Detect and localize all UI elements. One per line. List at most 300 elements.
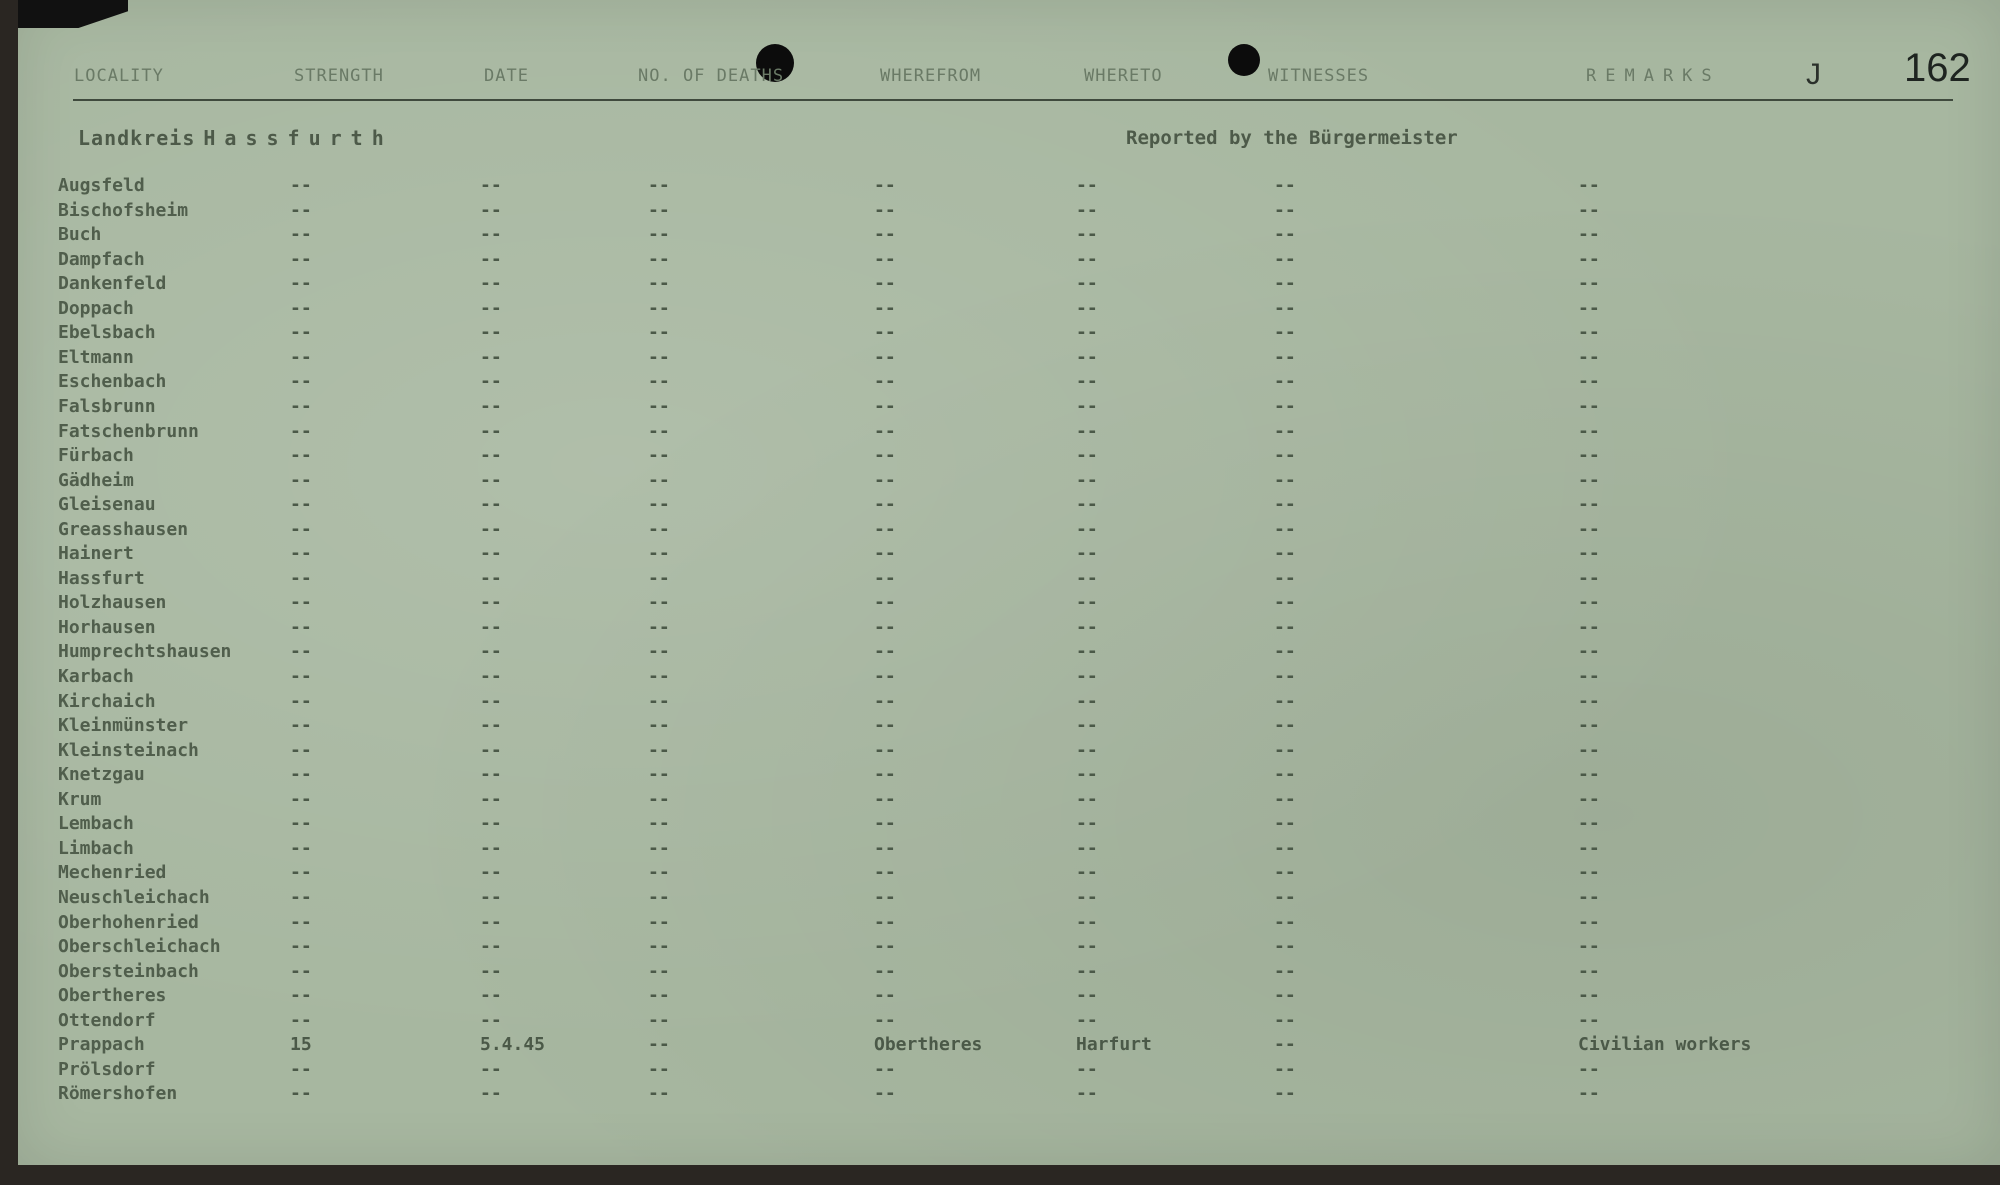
cell-remarks: --: [1578, 199, 1600, 221]
cell-wherefrom: --: [874, 297, 896, 319]
cell-whereto: --: [1076, 616, 1098, 638]
cell-date: --: [480, 371, 502, 393]
cell-witnesses: --: [1274, 445, 1296, 467]
cell-date: --: [480, 322, 502, 344]
cell-witnesses: --: [1274, 371, 1296, 393]
cell-remarks: --: [1578, 395, 1600, 417]
cell-wherefrom: --: [874, 985, 896, 1007]
cell-remarks: --: [1578, 960, 1600, 982]
table-row: [18, 200, 2000, 222]
cell-locality: Dampfach: [58, 248, 145, 270]
header-rule: [73, 99, 1953, 101]
table-row: [18, 666, 2000, 688]
cell-wherefrom: --: [874, 739, 896, 761]
cell-date: --: [480, 199, 502, 221]
cell-witnesses: --: [1274, 273, 1296, 295]
cell-remarks: --: [1578, 739, 1600, 761]
cell-remarks: --: [1578, 936, 1600, 958]
cell-date: --: [480, 1009, 502, 1031]
cell-locality: Prappach: [58, 1034, 145, 1056]
header-whereto: WHERETO: [1084, 66, 1163, 86]
cell-whereto: --: [1076, 788, 1098, 810]
cell-remarks: --: [1578, 715, 1600, 737]
punch-hole-right: [1228, 44, 1260, 76]
cell-wherefrom: --: [874, 273, 896, 295]
cell-whereto: --: [1076, 862, 1098, 884]
cell-strength: --: [290, 1058, 312, 1080]
table-row: [18, 421, 2000, 443]
cell-remarks: --: [1578, 690, 1600, 712]
cell-whereto: --: [1076, 297, 1098, 319]
table-row: [18, 789, 2000, 811]
table-row: [18, 543, 2000, 565]
cell-whereto: --: [1076, 469, 1098, 491]
cell-remarks: --: [1578, 837, 1600, 859]
cell-whereto: --: [1076, 592, 1098, 614]
table-row: [18, 371, 2000, 393]
cell-date: --: [480, 739, 502, 761]
cell-wherefrom: --: [874, 1009, 896, 1031]
table-row: [18, 715, 2000, 737]
table-row: [18, 985, 2000, 1007]
cell-remarks: --: [1578, 543, 1600, 565]
cell-date: --: [480, 224, 502, 246]
cell-remarks: --: [1578, 297, 1600, 319]
cell-deaths: --: [648, 862, 670, 884]
cell-whereto: --: [1076, 813, 1098, 835]
cell-date: --: [480, 445, 502, 467]
cell-witnesses: --: [1274, 886, 1296, 908]
cell-witnesses: --: [1274, 322, 1296, 344]
cell-date: --: [480, 813, 502, 835]
cell-strength: --: [290, 420, 312, 442]
cell-witnesses: --: [1274, 1083, 1296, 1105]
cell-wherefrom: --: [874, 788, 896, 810]
cell-deaths: --: [648, 248, 670, 270]
cell-witnesses: --: [1274, 346, 1296, 368]
cell-strength: --: [290, 739, 312, 761]
cell-remarks: --: [1578, 1009, 1600, 1031]
table-row: [18, 1059, 2000, 1081]
cell-remarks: --: [1578, 862, 1600, 884]
cell-locality: Gleisenau: [58, 494, 156, 516]
cell-wherefrom: --: [874, 248, 896, 270]
cell-locality: Falsbrunn: [58, 395, 156, 417]
cell-strength: --: [290, 371, 312, 393]
cell-remarks: --: [1578, 175, 1600, 196]
header-wherefrom: WHEREFROM: [880, 66, 982, 86]
cell-remarks: --: [1578, 224, 1600, 246]
cell-remarks: --: [1578, 469, 1600, 491]
cell-deaths: --: [648, 346, 670, 368]
cell-deaths: --: [648, 960, 670, 982]
cell-deaths: --: [648, 518, 670, 540]
cell-strength: --: [290, 567, 312, 589]
cell-whereto: --: [1076, 420, 1098, 442]
cell-locality: Knetzgau: [58, 764, 145, 786]
table-row: [18, 813, 2000, 835]
cell-wherefrom: --: [874, 592, 896, 614]
table-row: [18, 961, 2000, 983]
cell-wherefrom: --: [874, 862, 896, 884]
cell-wherefrom: Obertheres: [874, 1034, 983, 1056]
cell-remarks: --: [1578, 346, 1600, 368]
cell-date: --: [480, 469, 502, 491]
torn-corner: [18, 0, 128, 28]
cell-witnesses: --: [1274, 715, 1296, 737]
table-row: [18, 1010, 2000, 1032]
cell-locality: Hassfurt: [58, 567, 145, 589]
cell-date: --: [480, 764, 502, 786]
cell-deaths: --: [648, 813, 670, 835]
cell-strength: --: [290, 715, 312, 737]
cell-witnesses: --: [1274, 518, 1296, 540]
cell-whereto: --: [1076, 960, 1098, 982]
header-remarks: REMARKS: [1586, 66, 1721, 86]
cell-remarks: --: [1578, 322, 1600, 344]
table-row: [18, 592, 2000, 614]
cell-witnesses: --: [1274, 985, 1296, 1007]
cell-whereto: --: [1076, 248, 1098, 270]
cell-strength: --: [290, 297, 312, 319]
cell-locality: Humprechtshausen: [58, 641, 232, 663]
cell-deaths: --: [648, 371, 670, 393]
cell-date: --: [480, 788, 502, 810]
cell-date: --: [480, 592, 502, 614]
cell-date: --: [480, 543, 502, 565]
district-name: Hassfurth: [203, 126, 393, 150]
table-row: [18, 617, 2000, 639]
cell-deaths: --: [648, 715, 670, 737]
cell-locality: Neuschleichach: [58, 886, 210, 908]
cell-strength: --: [290, 911, 312, 933]
cell-witnesses: --: [1274, 199, 1296, 221]
cell-date: --: [480, 862, 502, 884]
cell-whereto: --: [1076, 886, 1098, 908]
cell-deaths: --: [648, 592, 670, 614]
cell-deaths: --: [648, 469, 670, 491]
cell-witnesses: --: [1274, 543, 1296, 565]
cell-remarks: --: [1578, 371, 1600, 393]
table-row: [18, 347, 2000, 369]
district-prefix: Landkreis: [78, 126, 196, 150]
cell-whereto: Harfurt: [1076, 1034, 1152, 1056]
cell-locality: Bischofsheim: [58, 199, 189, 221]
cell-witnesses: --: [1274, 297, 1296, 319]
cell-strength: --: [290, 813, 312, 835]
cell-strength: --: [290, 616, 312, 638]
cell-deaths: --: [648, 641, 670, 663]
cell-whereto: --: [1076, 1009, 1098, 1031]
table-row: [18, 936, 2000, 958]
cell-witnesses: --: [1274, 837, 1296, 859]
table-row: [18, 912, 2000, 934]
cell-strength: --: [290, 518, 312, 540]
cell-wherefrom: --: [874, 715, 896, 737]
cell-whereto: --: [1076, 224, 1098, 246]
cell-locality: Karbach: [58, 666, 134, 687]
cell-deaths: --: [648, 837, 670, 859]
cell-witnesses: --: [1274, 862, 1296, 884]
table-row: [18, 249, 2000, 271]
cell-deaths: --: [648, 764, 670, 786]
table-row: [18, 568, 2000, 590]
cell-witnesses: --: [1274, 224, 1296, 246]
cell-wherefrom: --: [874, 886, 896, 908]
cell-wherefrom: --: [874, 960, 896, 982]
cell-deaths: --: [648, 690, 670, 712]
cell-locality: Fatschenbrunn: [58, 420, 199, 442]
cell-deaths: --: [648, 297, 670, 319]
cell-locality: Ebelsbach: [58, 322, 156, 344]
cell-witnesses: --: [1274, 788, 1296, 810]
cell-strength: --: [290, 764, 312, 786]
cell-date: --: [480, 395, 502, 417]
corner-mark: J: [1806, 58, 1823, 91]
cell-whereto: --: [1076, 273, 1098, 295]
cell-witnesses: --: [1274, 764, 1296, 786]
cell-strength: --: [290, 543, 312, 565]
cell-whereto: --: [1076, 346, 1098, 368]
cell-remarks: --: [1578, 273, 1600, 295]
cell-locality: Horhausen: [58, 616, 156, 638]
cell-date: --: [480, 567, 502, 589]
cell-wherefrom: --: [874, 494, 896, 516]
cell-deaths: --: [648, 494, 670, 516]
cell-date: --: [480, 494, 502, 516]
cell-whereto: --: [1076, 543, 1098, 565]
cell-wherefrom: --: [874, 175, 896, 196]
table-row: [18, 273, 2000, 295]
table-row: [18, 519, 2000, 541]
cell-remarks: --: [1578, 788, 1600, 810]
cell-locality: Doppach: [58, 297, 134, 319]
cell-strength: --: [290, 1083, 312, 1105]
header-deaths: NO. OF DEATHS: [638, 66, 785, 86]
cell-deaths: --: [648, 567, 670, 589]
cell-strength: --: [290, 960, 312, 982]
cell-wherefrom: --: [874, 837, 896, 859]
cell-strength: --: [290, 199, 312, 221]
cell-date: --: [480, 346, 502, 368]
cell-wherefrom: --: [874, 346, 896, 368]
cell-strength: 15: [290, 1034, 312, 1056]
cell-wherefrom: --: [874, 813, 896, 835]
cell-strength: --: [290, 985, 312, 1007]
cell-witnesses: --: [1274, 1009, 1296, 1031]
cell-date: --: [480, 837, 502, 859]
cell-date: --: [480, 175, 502, 196]
district-title: [78, 126, 393, 150]
cell-wherefrom: --: [874, 445, 896, 467]
cell-date: --: [480, 641, 502, 663]
cell-date: --: [480, 420, 502, 442]
cell-witnesses: --: [1274, 175, 1296, 196]
cell-date: 5.4.45: [480, 1034, 546, 1056]
cell-deaths: --: [648, 445, 670, 467]
cell-whereto: --: [1076, 837, 1098, 859]
table-row: [18, 396, 2000, 418]
cell-remarks: --: [1578, 1083, 1600, 1105]
cell-wherefrom: --: [874, 420, 896, 442]
cell-remarks: --: [1578, 911, 1600, 933]
table-row: [18, 641, 2000, 663]
cell-deaths: --: [648, 616, 670, 638]
cell-witnesses: --: [1274, 911, 1296, 933]
cell-witnesses: --: [1274, 936, 1296, 958]
table-row: [18, 298, 2000, 320]
cell-whereto: --: [1076, 641, 1098, 663]
cell-date: --: [480, 690, 502, 712]
cell-witnesses: --: [1274, 813, 1296, 835]
cell-whereto: --: [1076, 322, 1098, 344]
cell-witnesses: --: [1274, 1034, 1296, 1056]
cell-wherefrom: --: [874, 395, 896, 417]
cell-deaths: --: [648, 666, 670, 687]
cell-remarks: --: [1578, 445, 1600, 467]
cell-whereto: --: [1076, 567, 1098, 589]
cell-remarks: --: [1578, 666, 1600, 687]
cell-whereto: --: [1076, 1083, 1098, 1105]
cell-strength: --: [290, 273, 312, 295]
cell-witnesses: --: [1274, 420, 1296, 442]
table-row: [18, 1083, 2000, 1105]
cell-locality: Kleinmünster: [58, 715, 189, 737]
cell-deaths: --: [648, 199, 670, 221]
cell-witnesses: --: [1274, 567, 1296, 589]
table-row: [18, 740, 2000, 762]
cell-remarks: --: [1578, 886, 1600, 908]
cell-locality: Römershofen: [58, 1083, 178, 1105]
cell-strength: --: [290, 837, 312, 859]
cell-whereto: --: [1076, 936, 1098, 958]
cell-strength: --: [290, 175, 312, 196]
cell-locality: Prölsdorf: [58, 1058, 156, 1080]
cell-wherefrom: --: [874, 666, 896, 687]
cell-strength: --: [290, 690, 312, 712]
cell-wherefrom: --: [874, 322, 896, 344]
page-number: 162: [1904, 46, 1971, 90]
cell-deaths: --: [648, 273, 670, 295]
cell-deaths: --: [648, 543, 670, 565]
cell-wherefrom: --: [874, 764, 896, 786]
cell-deaths: --: [648, 1058, 670, 1080]
cell-strength: --: [290, 592, 312, 614]
cell-witnesses: --: [1274, 592, 1296, 614]
cell-locality: Lembach: [58, 813, 134, 835]
cell-date: --: [480, 960, 502, 982]
cell-strength: --: [290, 322, 312, 344]
cell-remarks: --: [1578, 813, 1600, 835]
cell-remarks: --: [1578, 985, 1600, 1007]
cell-locality: Gädheim: [58, 469, 134, 491]
cell-strength: --: [290, 862, 312, 884]
cell-locality: Dankenfeld: [58, 273, 167, 295]
cell-remarks: --: [1578, 764, 1600, 786]
table-row: [18, 1034, 2000, 1056]
cell-whereto: --: [1076, 395, 1098, 417]
cell-deaths: --: [648, 788, 670, 810]
cell-strength: --: [290, 1009, 312, 1031]
cell-strength: --: [290, 641, 312, 663]
cell-locality: Kleinsteinach: [58, 739, 199, 761]
cell-deaths: --: [648, 175, 670, 196]
cell-date: --: [480, 936, 502, 958]
cell-strength: --: [290, 224, 312, 246]
table-row: [18, 470, 2000, 492]
cell-locality: Kirchaich: [58, 690, 156, 712]
cell-whereto: --: [1076, 666, 1098, 687]
table-row: [18, 494, 2000, 516]
cell-wherefrom: --: [874, 518, 896, 540]
cell-wherefrom: --: [874, 616, 896, 638]
cell-remarks: --: [1578, 1058, 1600, 1080]
cell-date: --: [480, 911, 502, 933]
cell-witnesses: --: [1274, 960, 1296, 982]
cell-wherefrom: --: [874, 543, 896, 565]
cell-remarks: --: [1578, 641, 1600, 663]
cell-deaths: --: [648, 985, 670, 1007]
cell-locality: Eschenbach: [58, 371, 167, 393]
cell-strength: --: [290, 886, 312, 908]
cell-wherefrom: --: [874, 690, 896, 712]
cell-wherefrom: --: [874, 1058, 896, 1080]
cell-locality: Buch: [58, 224, 102, 246]
cell-date: --: [480, 297, 502, 319]
cell-strength: --: [290, 469, 312, 491]
cell-remarks: --: [1578, 248, 1600, 270]
header-strength: STRENGTH: [294, 66, 384, 86]
document-page: [18, 0, 2000, 1165]
cell-wherefrom: --: [874, 224, 896, 246]
cell-locality: Mechenried: [58, 862, 167, 884]
cell-whereto: --: [1076, 175, 1098, 196]
cell-locality: Obertheres: [58, 985, 167, 1007]
cell-date: --: [480, 616, 502, 638]
table-row: [18, 764, 2000, 786]
cell-deaths: --: [648, 911, 670, 933]
cell-witnesses: --: [1274, 494, 1296, 516]
cell-strength: --: [290, 666, 312, 687]
cell-wherefrom: --: [874, 371, 896, 393]
cell-strength: --: [290, 248, 312, 270]
header-date: DATE: [484, 66, 529, 86]
cell-remarks: --: [1578, 420, 1600, 442]
cell-whereto: --: [1076, 494, 1098, 516]
cell-whereto: --: [1076, 518, 1098, 540]
cell-deaths: --: [648, 395, 670, 417]
cell-locality: Oberhohenried: [58, 911, 199, 933]
cell-deaths: --: [648, 1083, 670, 1105]
cell-whereto: --: [1076, 445, 1098, 467]
cell-witnesses: --: [1274, 690, 1296, 712]
cell-remarks: --: [1578, 616, 1600, 638]
table-row: [18, 887, 2000, 909]
cell-locality: Obersteinbach: [58, 960, 199, 982]
cell-date: --: [480, 985, 502, 1007]
cell-whereto: --: [1076, 1058, 1098, 1080]
table-row: [18, 175, 2000, 197]
table-row: [18, 691, 2000, 713]
table-row: [18, 224, 2000, 246]
cell-wherefrom: --: [874, 641, 896, 663]
cell-date: --: [480, 518, 502, 540]
cell-locality: Krum: [58, 788, 102, 810]
cell-deaths: --: [648, 936, 670, 958]
header-witnesses: WITNESSES: [1268, 66, 1370, 86]
cell-deaths: --: [648, 322, 670, 344]
cell-remarks: --: [1578, 494, 1600, 516]
